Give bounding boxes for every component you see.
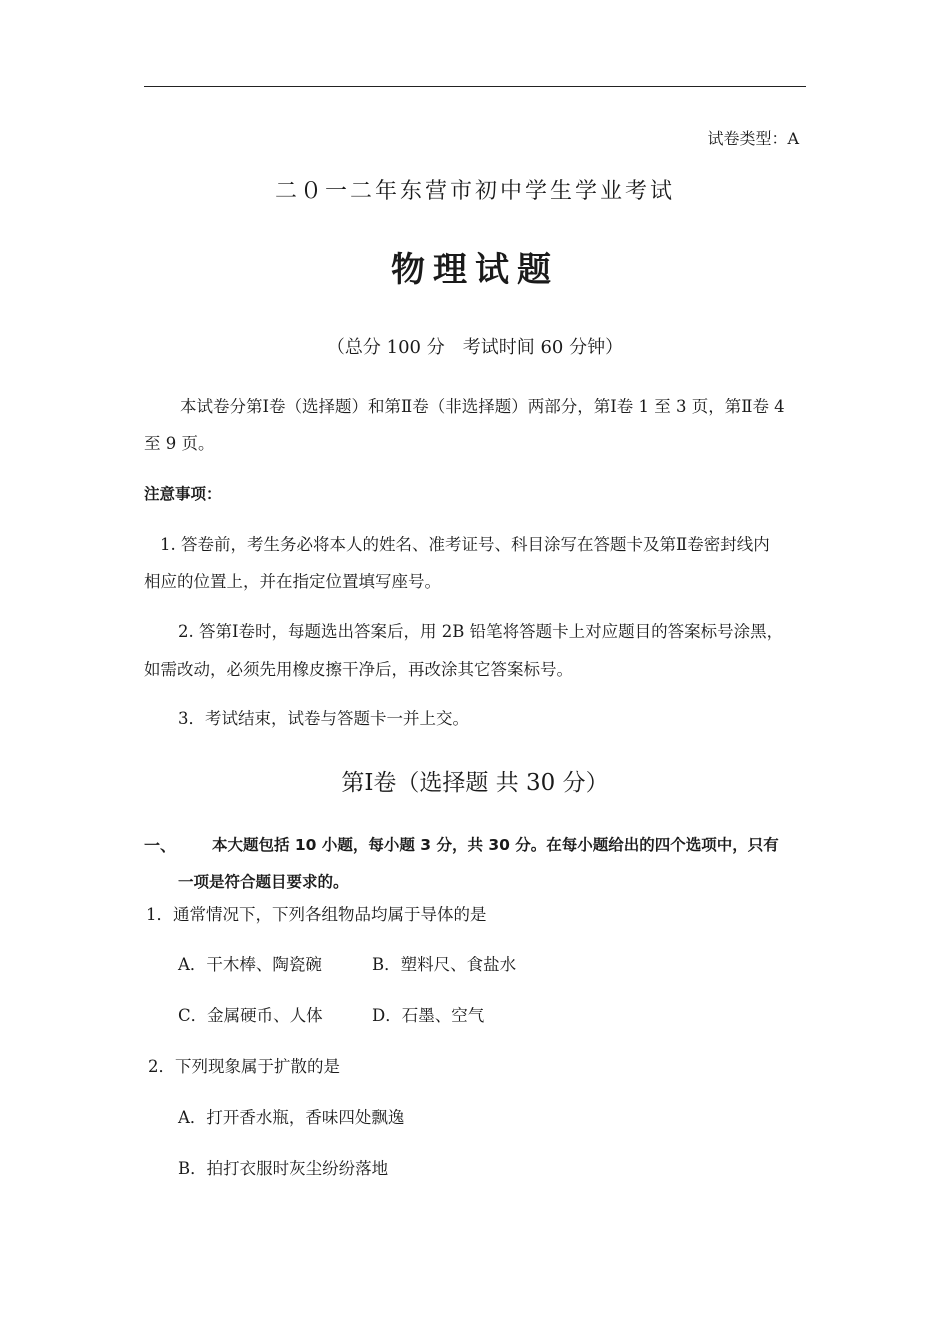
note-item-1-line-1: 1. 答卷前，考生务必将本人的姓名、准考证号、科目涂写在答题卡及第Ⅱ卷密封线内 <box>160 535 770 554</box>
note-item-3: 3．考试结束，试卷与答题卡一并上交。 <box>178 709 469 728</box>
section-title: 第Ⅰ卷（选择题 共 30 分） <box>341 770 609 796</box>
header-rule <box>144 86 806 87</box>
question-2-option-a: A．打开香水瓶，香味四处飘逸 <box>178 1108 405 1127</box>
notes-heading: 注意事项： <box>144 485 222 503</box>
paper-type-label: 试卷类型：A <box>707 129 799 148</box>
question-1-option-d: D．石墨、空气 <box>372 1006 485 1025</box>
question-1-stem: 1．通常情况下，下列各组物品均属于导体的是 <box>146 905 487 924</box>
score-info: （总分 100 分 考试时间 60 分钟） <box>326 337 624 358</box>
part-instructions-line-2: 一项是符合题目要求的。 <box>178 873 349 891</box>
exam-title: 二０一二年东营市初中学生学业考试 <box>274 179 675 204</box>
intro-line-1: 本试卷分第Ⅰ卷（选择题）和第Ⅱ卷（非选择题）两部分，第Ⅰ卷 1 至 3 页，第Ⅱ卷 4 <box>180 397 785 416</box>
question-2-option-b: B．拍打衣服时灰尘纷纷落地 <box>178 1159 389 1178</box>
subject-title: 物理试题 <box>391 250 559 290</box>
note-item-2-line-1: 2. 答第Ⅰ卷时，每题选出答案后，用 2B 铅笔将答题卡上对应题目的答案标号涂黑， <box>178 622 784 641</box>
note-item-1-line-2: 相应的位置上，并在指定位置填写座号。 <box>144 572 441 591</box>
question-1-option-c: C．金属硬币、人体 <box>178 1006 323 1025</box>
part-number: 一、 <box>144 836 177 855</box>
intro-line-2: 至 9 页。 <box>144 434 215 453</box>
part-instructions-line-1: 本大题包括 10 小题，每小题 3 分，共 30 分。在每小题给出的四个选项中，只有 <box>212 836 779 854</box>
note-item-2-line-2: 如需改动，必须先用橡皮擦干净后，再改涂其它答案标号。 <box>144 660 573 679</box>
question-1-option-a: A．干木棒、陶瓷碗 <box>178 955 322 974</box>
question-2-stem: 2．下列现象属于扩散的是 <box>148 1057 340 1076</box>
question-1-option-b: B．塑料尺、食盐水 <box>372 955 517 974</box>
